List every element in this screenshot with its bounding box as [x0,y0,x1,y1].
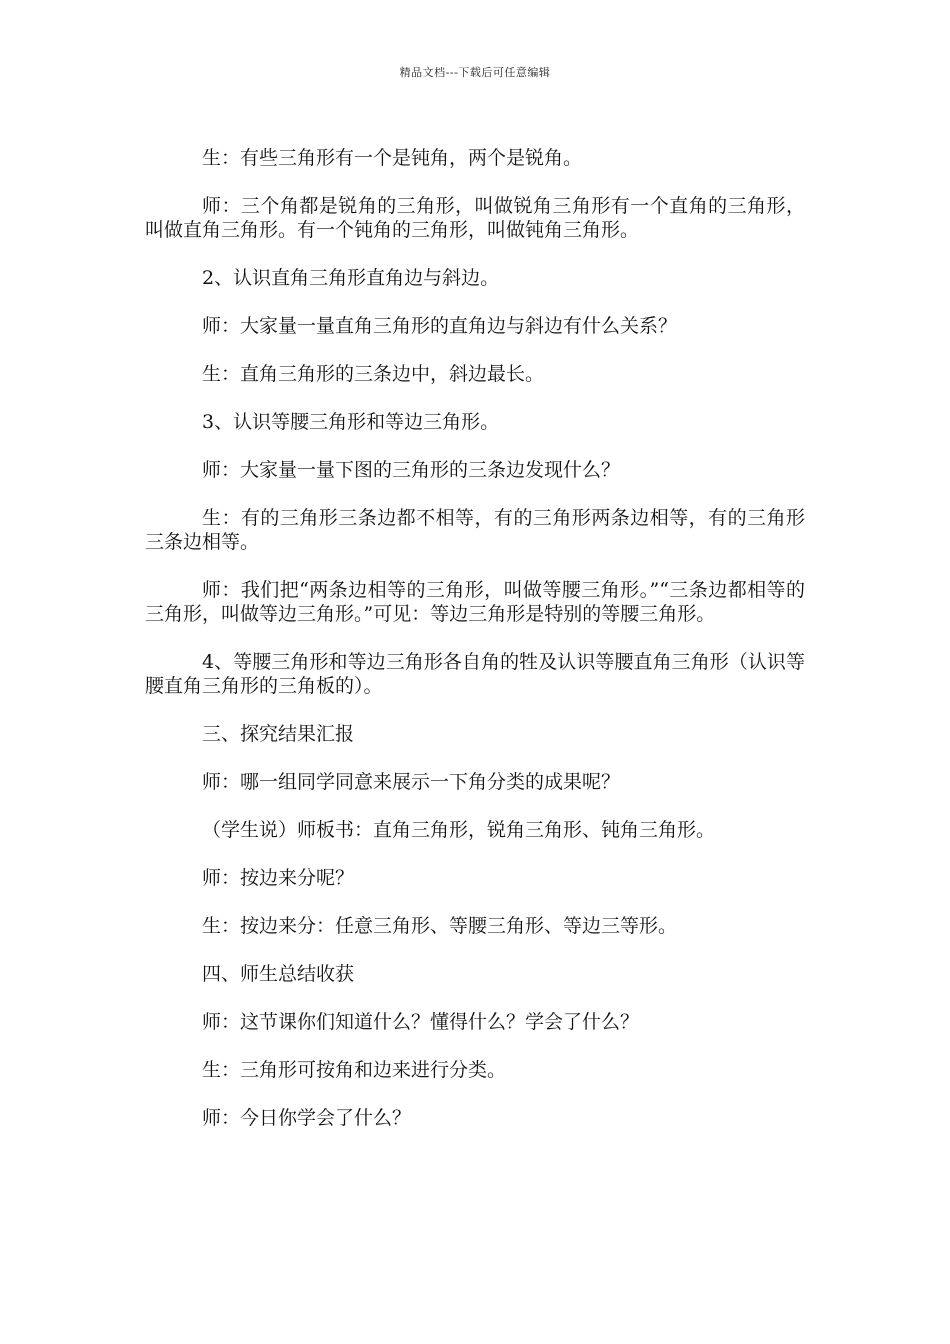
paragraph: 师：按边来分呢？ [202,867,355,889]
paragraph: 2、认识直角三角形直角边与斜边。 [202,267,500,289]
paragraph: 师：今日你学会了什么？ [202,1107,412,1129]
paragraph: 生：直角三角形的三条边中，斜边最长。 [202,363,545,385]
paragraph: 师：哪一组同学同意来展示一下角分类的成果呢？ [202,771,621,793]
paragraph: 师：我们把“两条边相等的三角形，叫做等腰三角形。”“三条边都相等的三角形，叫做等边三角形。”可见：等边三角形是特别的等腰三角形。 [145,579,805,625]
paragraph: 生：按边来分：任意三角形、等腰三角形、等边三等形。 [202,915,678,937]
paragraph: 师：大家量一量直角三角形的直角边与斜边有什么关系？ [202,315,678,337]
paragraph: 3、认识等腰三角形和等边三角形。 [202,411,500,433]
section-heading: 四、师生总结收获 [202,963,355,985]
document-body [145,146,805,1154]
paragraph: 生：三角形可按角和边来进行分类。 [202,1059,507,1081]
paragraph: 师：三个角都是锐角的三角形，叫做锐角三角形有一个直角的三角形，叫做直角三角形。有一个钝角的三角形，叫做钝角三角形。 [145,195,805,241]
paragraph: （学生说）师板书：直角三角形，锐角三角形、钝角三角形。 [202,819,716,841]
page-header: 精品文档---下载后可任意编辑 [399,66,551,79]
paragraph: 师：大家量一量下图的三角形的三条边发现什么？ [202,459,621,481]
section-heading: 三、探究结果汇报 [202,723,355,745]
paragraph: 4、等腰三角形和等边三角形各自角的牲及认识等腰直角三角形（认识等腰直角三角形的三角板的）。 [145,651,805,697]
paragraph: 生：有些三角形有一个是钝角，两个是锐角。 [202,147,583,169]
paragraph: 生：有的三角形三条边都不相等，有的三角形两条边相等，有的三角形三条边相等。 [145,507,805,553]
paragraph: 师：这节课你们知道什么？懂得什么？学会了什么？ [202,1011,640,1033]
